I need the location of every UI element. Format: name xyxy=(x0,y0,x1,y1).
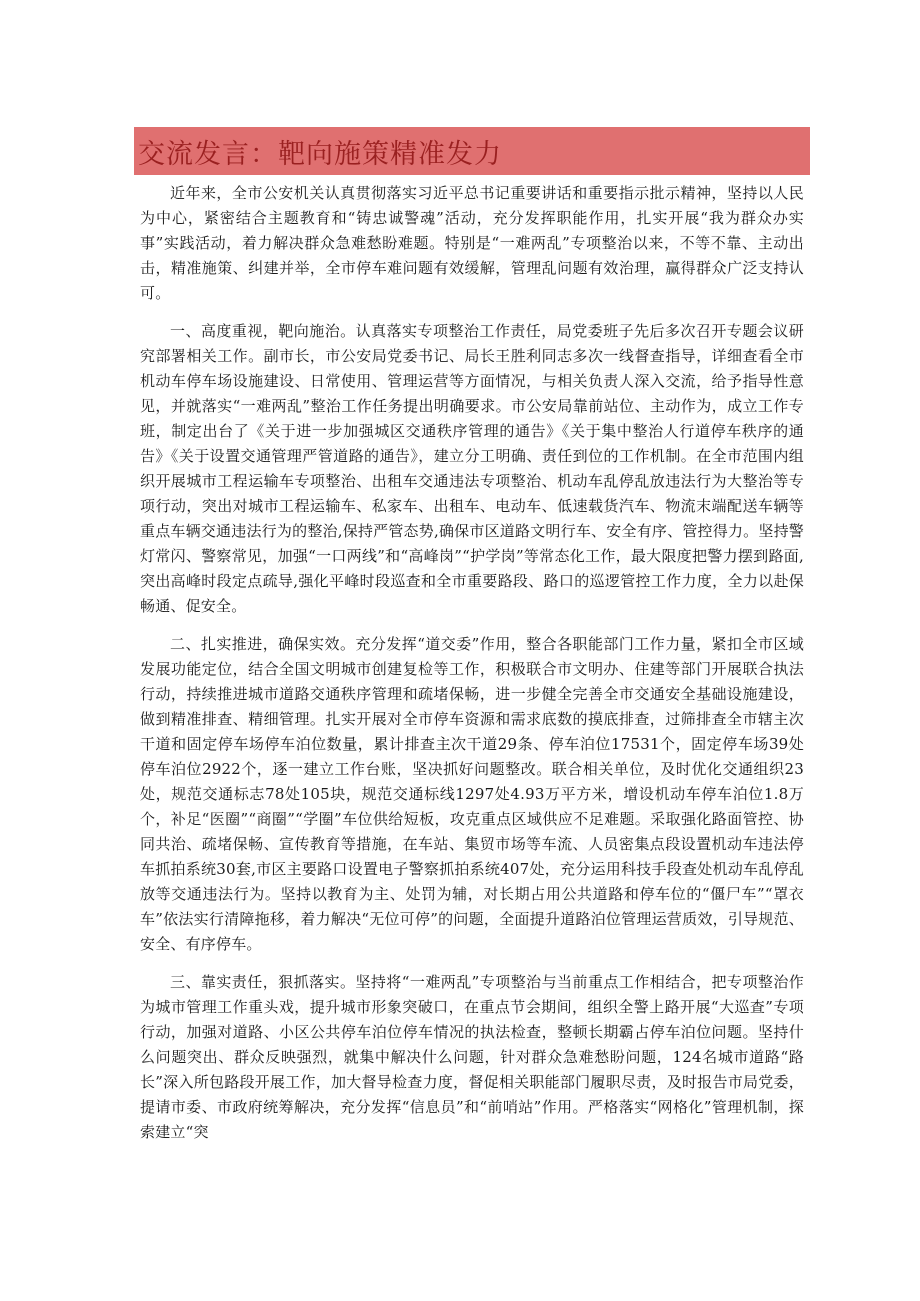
section-one-paragraph: 一、高度重视，靶向施治。认真落实专项整治工作责任，局党委班子先后多次召开专题会议研究部署相关工作。副市长，市公安局党委书记、局长王胜利同志多次一线督查指导，详细查看全市机动车停车场设施建设、日常使用、管理运营等方面情况，与相关负责人深入交流，给予指导性意见，并就落实“一难两乱”整治工作任务提出明确要求。市公安局靠前站位、主动作为，成立工作专班，制定出台了《关于进一步加强城区交通秩序管理的通告》《关于集中整治人行道停车秩序的通告》《关于设置交通管理严管道路的通告》，建立分工明确、责任到位的工作机制。在全市范围内组织开展城市工程运输车专项整治、出租车交通违法专项整治、机动车乱停乱放违法行为大整治等专项行动，突出对城市工程运输车、私家车、出租车、电动车、低速载货汽车、物流末端配送车辆等重点车辆交通违法行为的整治,保持严管态势,确保市区道路文明行车、安全有序、管控得力。坚持警灯常闪、警察常见，加强“一口两线”和“高峰岗”“护学岗”等常态化工作，最大限度把警力摆到路面,突出高峰时段定点疏导,强化平峰时段巡查和全市重要路段、路口的巡逻管控工作力度，全力以赴保畅通、促安全。 xyxy=(140,322,804,615)
document-body xyxy=(140,181,804,1158)
section-two-paragraph: 二、扎实推进，确保实效。充分发挥“道交委”作用，整合各职能部门工作力量，紧扣全市区域发展功能定位，结合全国文明城市创建复检等工作，积极联合市文明办、住建等部门开展联合执法行动，持续推进城市道路交通秩序管理和疏堵保畅，进一步健全完善全市交通安全基础设施建设，做到精准排查、精细管理。扎实开展对全市停车资源和需求底数的摸底排查，过筛排查全市辖主次干道和固定停车场停车泊位数量，累计排查主次干道29条、停车泊位17531个，固定停车场39处停车泊位2922个，逐一建立工作台账，坚决抓好问题整改。联合相关单位，及时优化交通组织23处，规范交通标志78处105块，规范交通标线1297处4.93万平方米，增设机动车停车泊位1.8万个，补足“医圈”“商圈”“学圈”车位供给短板，攻克重点区域供应不足难题。采取强化路面管控、协同共治、疏堵保畅、宣传教育等措施，在车站、集贸市场等车流、人员密集点段设置机动车违法停车抓拍系统30套,市区主要路口设置电子警察抓拍系统407处，充分运用科技手段查处机动车乱停乱放等交通违法行为。坚持以教育为主、处罚为辅，对长期占用公共道路和停车位的“僵尸车”“罩衣车”依法实行清障拖移，着力解决“无位可停”的问题，全面提升道路泊位管理运营质效，引导规范、安全、有序停车。 xyxy=(140,635,804,953)
section-three-paragraph: 三、靠实责任，狠抓落实。坚持将“一难两乱”专项整治与当前重点工作相结合，把专项整治作为城市管理工作重头戏，提升城市形象突破口，在重点节会期间，组织全警上路开展“大巡查”专项行动，加强对道路、小区公共停车泊位停车情况的执法检查，整顿长期霸占停车泊位问题。坚持什么问题突出、群众反映强烈，就集中解决什么问题，针对群众急难愁盼问题，124名城市道路“路长”深入所包路段开展工作，加大督导检查力度，督促相关职能部门履职尽责，及时报告市局党委，提请市委、市政府统筹解决，充分发挥“信息员”和“前哨站”作用。严格落实“网格化”管理机制，探索建立“突 xyxy=(140,973,804,1141)
intro-paragraph: 近年来，全市公安机关认真贯彻落实习近平总书记重要讲话和重要指示批示精神，坚持以人民为中心，紧密结合主题教育和“铸忠诚警魂”活动，充分发挥职能作用，扎实开展“我为群众办实事”实践活动，着力解决群众急难愁盼难题。特别是“一难两乱”专项整治以来，不等不靠、主动出击，精准施策、纠建并举，全市停车难问题有效缓解，管理乱问题有效治理，赢得群众广泛支持认可。 xyxy=(140,184,804,302)
document-title: 交流发言：靶向施策精准发力 xyxy=(138,138,502,170)
title-banner xyxy=(134,127,810,175)
